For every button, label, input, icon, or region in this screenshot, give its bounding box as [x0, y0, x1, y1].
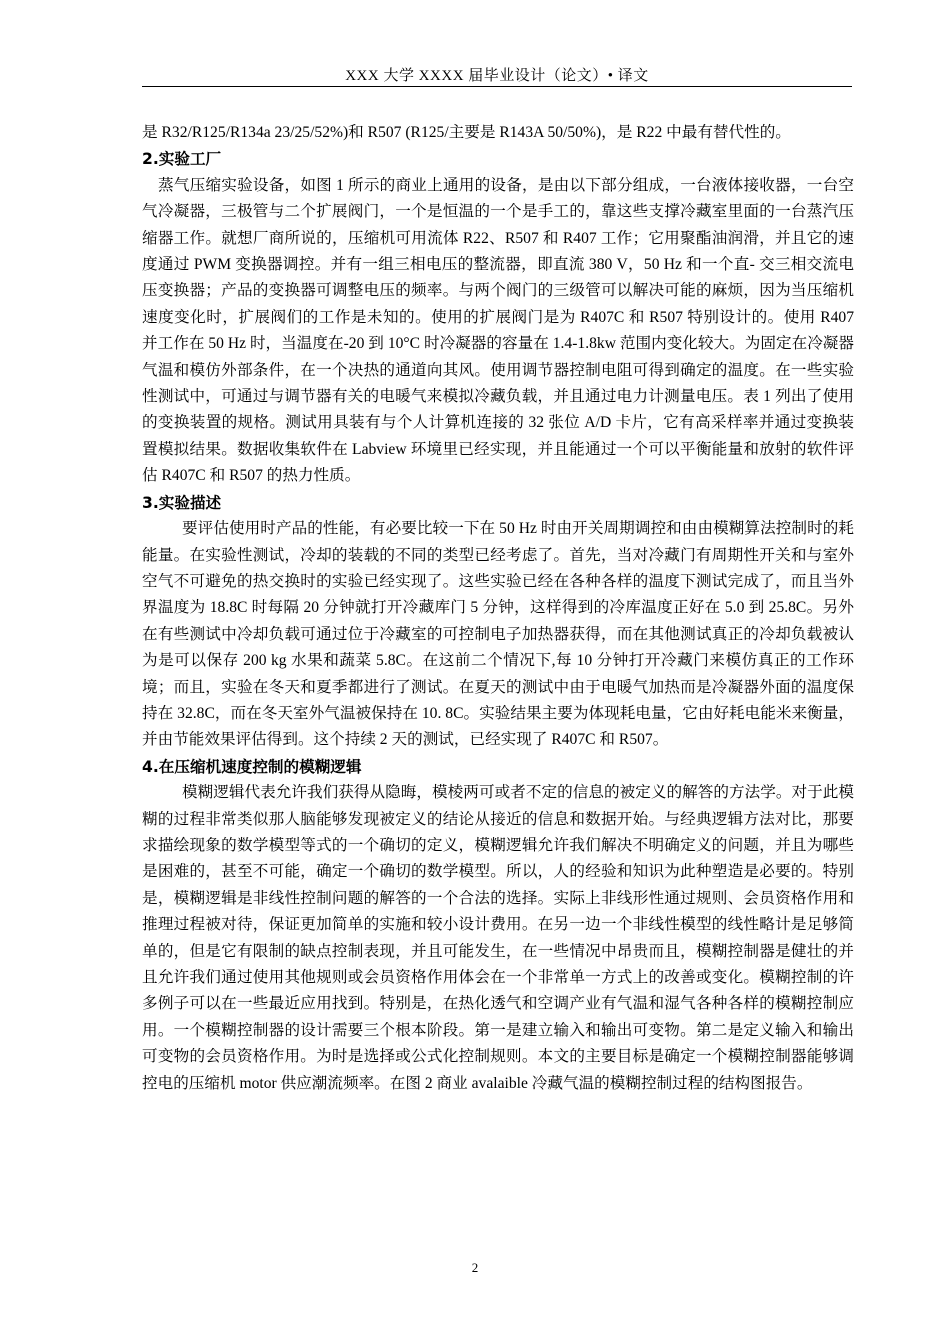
section-3-paragraph: 要评估使用时产品的性能，有必要比较一下在 50 Hz 时由开关周期调控和由由模糊算法控制时的耗能量。在实验性测试，冷却的装载的不同的类型已经考虑了。首先，当对冷藏门有周期性开关和与室外空气不可避免的热交换时的实验已经实现了。这些实验已经在各种各样的温度下测试完成了，而且当外界温度为 18.8C 时每隔 20 分钟就打开冷藏库门 5 分钟，这样得到的冷库温度正好在 5.0 到 25.8C。另外在有些测试中冷却负载可通过位于冷藏室的可控制电子加热器获得，而在其他测试真正的冷却负载被认为是可以保存 200 kg 水果和蔬菜 5.8C。在这前二个情况下,每 10 分钟打开冷藏门来模仿真正的工作环境；而且，实验在冬天和夏季都进行了测试。在夏天的测试中由于电暖气加热而是冷凝器外面的温度保持在 32.8C，而在冬天室外气温被保持在 10. 8C。实验结果主要为体现耗电量，它由好耗电能米来衡量，并由节能效果评估得到。这个持续 2 天的测试，已经实现了 R407C 和 R507。 — [142, 520, 854, 749]
intro-paragraph: 是 R32/R125/R134a 23/25/52%)和 R507 (R125/主要是 R143A 50/50%)，是 R22 中最有替代性的。 — [142, 124, 791, 141]
section-2-paragraph: 蒸气压缩实验设备，如图 1 所示的商业上通用的设备，是由以下部分组成，一台液体接收器，一台空气冷凝器，三极管与二个扩展阀门，一个是恒温的一个是手工的，靠这些支撑冷藏室里面的一台蒸汽压缩器工作。就想厂商所说的，压缩机可用流体 R22、R507 和 R407 工作；它用聚酯油润滑，并且它的速度通过 PWM 变换器调控。并有一组三相电压的整流器，即直流 380 V，50 Hz 和一个直- 交三相交流电压变换器；产品的变换器可调整电压的频率。与两个阀门的三级管可以解决可能的麻烦，因为当压缩机速度变化时，扩展阀们的工作是未知的。使用的扩展阀门是为 R407C 和 R507 特别设计的。使用 R407 并工作在 50 Hz 时，当温度在-20 到 10°C 时冷凝器的容量在 1.4-1.8kw 范围内变化较大。为固定在冷凝器气温和模仿外部条件，在一个决热的通道向其风。使用调节器控制电阻可得到确定的温度。在一些实验性测试中，可通过与调节器有关的电暖气来模拟冷藏负载，并且通过电力计测量电压。表 1 列出了使用的变换装置的规格。测试用具装有与个人计算机连接的 32 张位 A/D 卡片，它有高采样率并通过变换装置模拟结果。数据收集软件在 Labview 环境里已经实现，并且能通过一个可以平衡能量和放射的软件评估 R407C 和 R507 的热力性质。 — [142, 176, 854, 485]
section-4-paragraph: 模糊逻辑代表允许我们获得从隐晦，模棱两可或者不定的信息的被定义的解答的方法学。对于此模糊的过程非常类似那人脑能够发现被定义的结论从接近的信息和数据开始。与经典逻辑方法对比，那要求描绘现象的数学模型等式的一个确切的定义，模糊逻辑允许我们解决不明确定义的问题，并且为哪些是困难的，甚至不可能，确定一个确切的数学模型。所以，人的经验和知识为此种塑造是必要的。特别是，模糊逻辑是非线性控制问题的解答的一个合法的选择。实际上非线形性通过规则、会员资格作用和推理过程被对待，保证更加简单的实施和较小设计费用。在另一边一个非线性模型的线性略计是足够简单的，但是它有限制的缺点控制表现，并且可能发生，在一些情况中昂贵而且，模糊控制器是健壮的并且允许我们通过使用其他规则或会员资格作用体会在一个非常单一方式上的改善或变化。模糊控制的许多例子可以在一些最近应用找到。特别是，在热化透气和空调产业有气温和湿气各种各样的模糊控制应用。一个模糊控制器的设计需要三个根本阶段。第一是建立输入和输出可变物。第二是定义输入和输出可变物的会员资格作用。为时是选择或公式化控制规则。本文的主要目标是确定一个模糊控制器能够调控电的压缩机 motor 供应潮流频率。在图 2 商业 avalaible 冷藏气温的模糊控制过程的结构图报告。 — [142, 784, 854, 1092]
section-3-heading: 3.实验描述 — [142, 493, 222, 512]
section-4-heading: 4.在压缩机速度控制的模糊逻辑 — [142, 757, 362, 776]
page-number: 2 — [471, 1260, 479, 1275]
page-header: XXX 大学 XXXX 届毕业设计（论文）• 译文 — [345, 68, 649, 84]
document-body — [142, 120, 854, 1097]
header-rule — [142, 86, 852, 87]
section-2-heading: 2.实验工厂 — [142, 150, 222, 169]
